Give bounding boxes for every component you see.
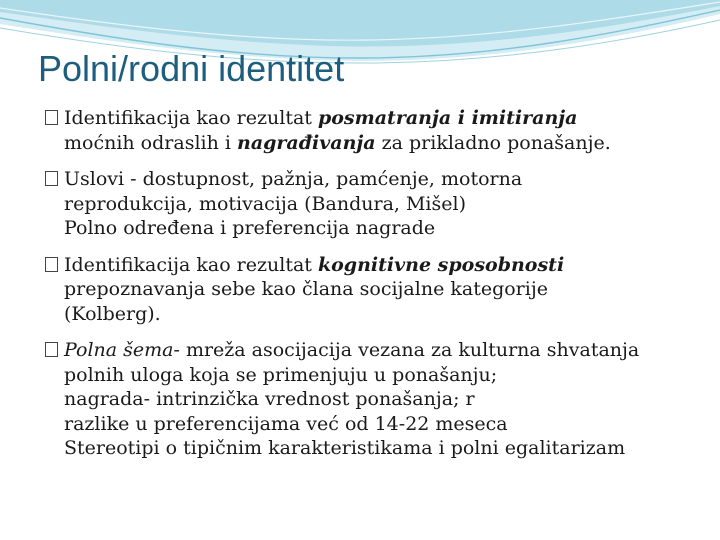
text-run: moćnih odraslih i — [64, 131, 237, 154]
text-run: polnih uloga koja se primenjuju u ponašanju; — [64, 363, 498, 386]
paragraph-line — [64, 338, 716, 363]
text-run: Identifikacija kao rezultat — [64, 253, 318, 276]
text-run: za prikladno ponašanje. — [375, 131, 611, 154]
bullet-paragraph — [44, 106, 716, 155]
paragraph-line — [64, 436, 716, 461]
italic-term: Polna šema — [64, 339, 174, 361]
paragraph-line — [64, 216, 716, 241]
text-run: nagrada- intrinzička vrednost ponašanja; r — [64, 388, 475, 410]
paragraph-line — [64, 167, 716, 192]
text-run: Uslovi - dostupnost, pažnja, pamćenje, motorna — [64, 168, 523, 190]
text-run: - mreža asocijacija vezana za kulturna shvatanja — [173, 339, 640, 361]
emphasis-text: posmatranja i imitiranja — [317, 107, 578, 129]
paragraph-line — [64, 387, 716, 412]
paragraph-line — [64, 192, 716, 217]
emphasis-text: nagrađivanja — [237, 131, 376, 154]
slide-body — [44, 106, 716, 461]
paragraph-line — [64, 302, 716, 327]
paragraph-line — [64, 106, 716, 131]
text-run: Polno određena i preferencija nagrade — [64, 217, 436, 239]
bullet-paragraph — [44, 338, 716, 461]
paragraph-line — [64, 412, 716, 437]
bullet-paragraph — [44, 253, 716, 327]
text-run: reprodukcija, motivacija (Bandura, Mišel) — [64, 192, 466, 215]
paragraph-line — [64, 253, 716, 278]
missing-glyph-bullet-icon — [45, 171, 58, 186]
text-run: razlike u preferencijama već od 14-22 meseca — [64, 412, 508, 435]
text-run: (Kolberg). — [64, 302, 161, 325]
paragraph-line — [64, 277, 716, 302]
missing-glyph-bullet-icon — [45, 257, 58, 272]
missing-glyph-bullet-icon — [45, 342, 58, 357]
text-run: Stereotipi o tipičnim karakteristikama i polni egalitarizam — [64, 437, 626, 459]
bullet-paragraph — [44, 167, 716, 241]
slide-title: Polni/rodni identitet — [38, 48, 345, 89]
emphasis-text: kognitivne sposobnosti — [317, 253, 565, 276]
paragraph-line — [64, 363, 716, 388]
paragraph-line — [64, 131, 716, 156]
text-run: prepoznavanja sebe kao člana socijalne kategorije — [64, 278, 548, 300]
text-run: Identifikacija kao rezultat — [64, 107, 318, 129]
missing-glyph-bullet-icon — [45, 110, 58, 125]
